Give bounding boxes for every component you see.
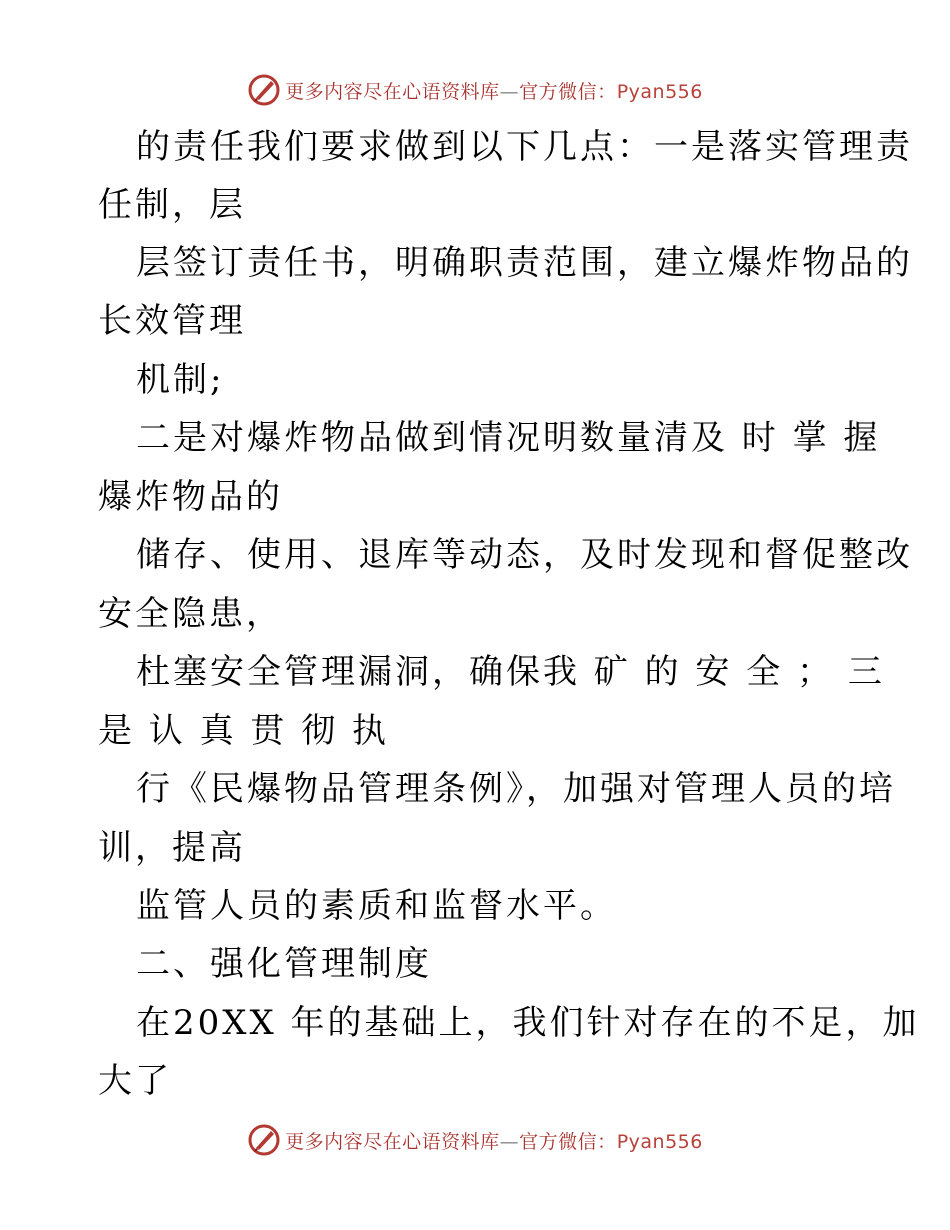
body-line: 行《民爆物品管理条例》，加强对管理人员的培 xyxy=(136,769,896,809)
body-line: 储存、使用、退库等动态，及时发现和督促整改 xyxy=(136,535,913,575)
header-watermark xyxy=(0,70,950,110)
body-line: 监管人员的素质和监督水平。 xyxy=(136,886,617,926)
watermark-wechat-id: Pyan556 xyxy=(616,1130,703,1153)
watermark-text xyxy=(285,77,703,104)
section-heading: 二、强化管理制度 xyxy=(136,944,432,984)
body-line: 在20XX 年的基础上，我们针对存在的不足，加 xyxy=(136,1003,920,1043)
body-line: 是 认 真 贯 彻 执 xyxy=(98,711,390,751)
footer-watermark xyxy=(0,1120,950,1160)
body-line: 长效管理 xyxy=(98,301,246,341)
watermark-site: 更多内容尽在心语资料库 xyxy=(285,80,500,103)
body-line: 层签订责任书，明确职责范围，建立爆炸物品的 xyxy=(136,243,913,283)
watermark-wechat-label: 官方微信： xyxy=(519,80,617,103)
watermark-wechat-id: Pyan556 xyxy=(616,80,703,103)
watermark-wechat-label: 官方微信： xyxy=(519,1130,617,1153)
body-line: 机制; xyxy=(136,360,225,400)
body-line: 训，提高 xyxy=(98,828,246,868)
body-line: 任制，层 xyxy=(98,185,246,225)
quill-logo-icon xyxy=(247,73,281,107)
body-line: 二是对爆炸物品做到情况明数量清及 时 掌 握 xyxy=(136,418,881,458)
quill-logo-icon xyxy=(247,1123,281,1157)
body-line: 大了 xyxy=(98,1061,172,1101)
watermark-separator: — xyxy=(499,1130,520,1153)
watermark-text xyxy=(285,1127,703,1154)
watermark-site: 更多内容尽在心语资料库 xyxy=(285,1130,500,1153)
watermark-separator: — xyxy=(499,80,520,103)
body-line: 安全隐患， xyxy=(98,594,283,634)
body-line: 的责任我们要求做到以下几点：一是落实管理责 xyxy=(136,127,913,167)
body-line: 爆炸物品的 xyxy=(98,477,283,517)
body-line: 杜塞安全管理漏洞，确保我 矿 的 安 全 ； 三 xyxy=(136,652,885,692)
